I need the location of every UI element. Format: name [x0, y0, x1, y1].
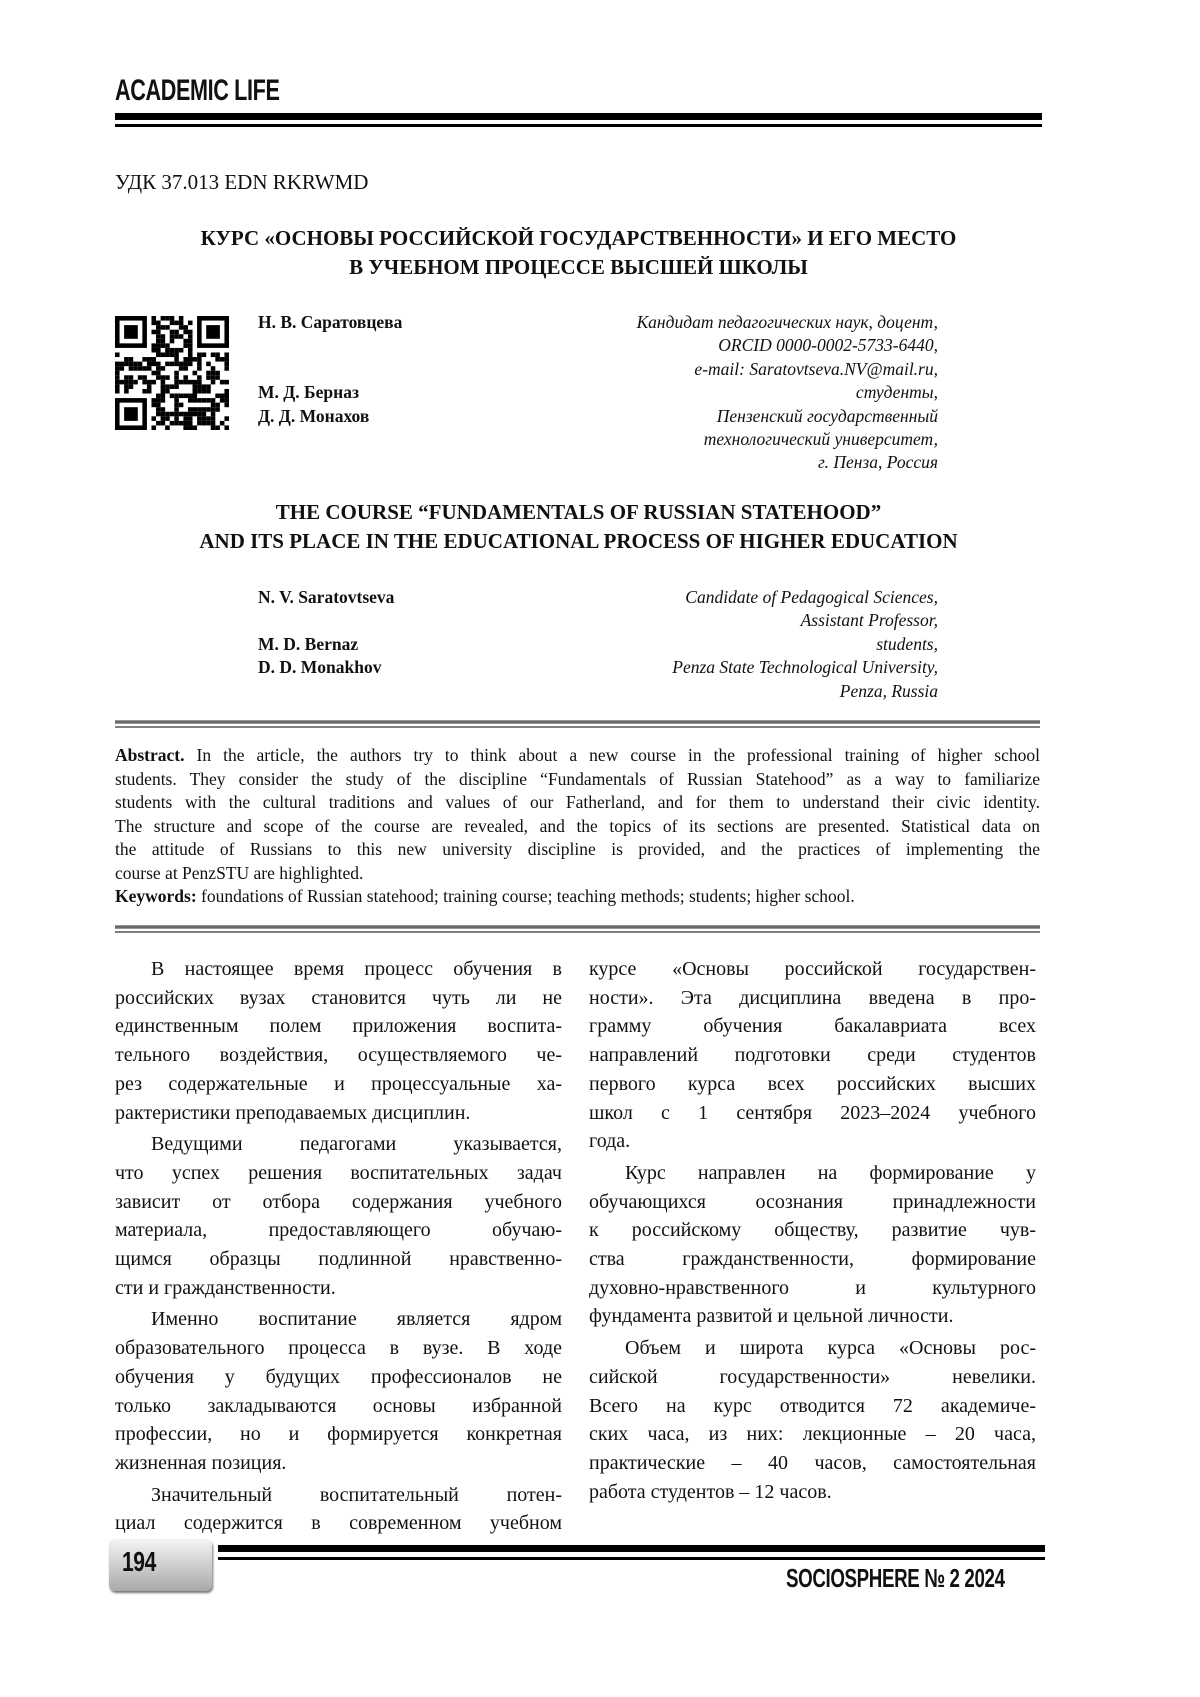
body-line: что успех решения воспитательных задач	[115, 1159, 562, 1188]
abstract-rule-bottom	[115, 925, 1040, 929]
paragraph	[589, 955, 1036, 1156]
journal-issue: SOCIOSPHERE № 2 2024	[786, 1563, 1005, 1594]
author-row	[258, 656, 938, 679]
author-affiliation: г. Пенза, Россия	[818, 451, 938, 474]
body-column-left	[115, 955, 562, 1541]
author-affiliation: Assistant Professor,	[801, 609, 938, 632]
body-line: года.	[589, 1127, 1036, 1156]
paragraph	[115, 1481, 562, 1538]
body-line: к российскому обществу, развитие чув-	[589, 1216, 1036, 1245]
body-line: единственным полем приложения воспита-	[115, 1012, 562, 1041]
body-line: ности». Эта дисциплина введена в про-	[589, 984, 1036, 1013]
body-line: сти и гражданственности.	[115, 1274, 562, 1303]
author-affiliation: students,	[876, 633, 938, 656]
title-en-line: THE COURSE “FUNDAMENTALS OF RUSSIAN STATEHOOD”	[115, 498, 1042, 527]
author-name: Д. Д. Монахов	[258, 405, 369, 428]
author-name: D. D. Monakhov	[258, 656, 382, 679]
body-line: образовательного процесса в вузе. В ходе	[115, 1334, 562, 1363]
keywords-label: Keywords:	[115, 886, 197, 906]
body-line: Ведущими педагогами указывается,	[115, 1130, 562, 1159]
abstract-line: course at PenzSTU are highlighted.	[115, 862, 1040, 886]
author-name: М. Д. Берназ	[258, 381, 359, 404]
paragraph	[115, 1305, 562, 1477]
body-line: материала, предоставляющего обучаю-	[115, 1216, 562, 1245]
body-line: щимся образцы подлинной нравственно-	[115, 1245, 562, 1274]
author-affiliation: Кандидат педагогических наук, доцент,	[637, 311, 938, 334]
abstract	[115, 744, 1040, 909]
paragraph	[115, 955, 562, 1127]
author-affiliation: Candidate of Pedagogical Sciences,	[685, 586, 938, 609]
abstract-text: In the article, the authors try to think about a new course in the professional training of higher school	[185, 745, 1041, 765]
author-name: M. D. Bernaz	[258, 633, 358, 656]
body-line: Всего на курс отводится 72 академиче-	[589, 1392, 1036, 1421]
author-affiliation: Penza, Russia	[840, 680, 938, 703]
title-ru	[115, 224, 1042, 282]
author-row	[258, 633, 938, 656]
author-row	[258, 311, 938, 334]
body-line: Именно воспитание является ядром	[115, 1305, 562, 1334]
body-line: профессии, но и формируется конкретная	[115, 1420, 562, 1449]
author-name: Н. В. Саратовцева	[258, 311, 402, 334]
author-affiliation: e-mail: Saratovtseva.NV@mail.ru,	[694, 358, 938, 381]
author-row	[258, 381, 938, 404]
author-row	[258, 586, 938, 609]
footer-rule-thick	[218, 1545, 1045, 1552]
body-line: грамму обучения бакалавриата всех	[589, 1012, 1036, 1041]
abstract-line	[115, 744, 1040, 768]
author-row	[258, 405, 938, 428]
footer-rule-thin	[218, 1557, 1045, 1560]
author-affiliation: студенты,	[856, 381, 938, 404]
qr-code-icon	[115, 316, 229, 430]
body-line: фундамента развитой и цельной личности.	[589, 1302, 1036, 1331]
body-line: практические – 40 часов, самостоятельная	[589, 1449, 1036, 1478]
body-line: рактеристики преподаваемых дисциплин.	[115, 1099, 562, 1128]
abstract-label: Abstract.	[115, 745, 185, 765]
section-label: ACADEMIC LIFE	[115, 74, 280, 108]
body-line: тельного воздействия, осуществляемого че-	[115, 1041, 562, 1070]
body-line: курсе «Основы российской государствен-	[589, 955, 1036, 984]
body-line: обучающихся осознания принадлежности	[589, 1188, 1036, 1217]
header-rule-thick	[115, 113, 1042, 120]
paragraph	[589, 1334, 1036, 1506]
author-name: N. V. Saratovtseva	[258, 586, 394, 609]
abstract-line: students. They consider the study of the discipline “Fundamentals of Russian Statehood” as a way to familiarize	[115, 768, 1040, 792]
paragraph	[589, 1159, 1036, 1331]
body-line: ских часа, из них: лекционные – 20 часа,	[589, 1420, 1036, 1449]
author-affiliation: Penza State Technological University,	[672, 656, 938, 679]
body-line: рез содержательные и процессуальные ха-	[115, 1070, 562, 1099]
body-line: Курс направлен на формирование у	[589, 1159, 1036, 1188]
page-number: 194	[122, 1546, 156, 1578]
paragraph	[115, 1130, 562, 1302]
keywords	[115, 885, 1040, 909]
author-row	[258, 680, 938, 703]
body-line: жизненная позиция.	[115, 1449, 562, 1478]
body-line: школ с 1 сентября 2023–2024 учебного	[589, 1099, 1036, 1128]
header-rule-thin	[115, 124, 1042, 127]
author-affiliation: Пензенский государственный	[717, 405, 938, 428]
body-line: работа студентов – 12 часов.	[589, 1478, 1036, 1507]
author-affiliation: технологический университет,	[704, 428, 938, 451]
abstract-line: The structure and scope of the course are revealed, and the topics of its sections are presented. Statistical data on	[115, 815, 1040, 839]
author-row	[258, 358, 938, 381]
abstract-line: the attitude of Russians to this new university discipline is provided, and the practices of implementing the	[115, 838, 1040, 862]
body-line: духовно-нравственного и культурного	[589, 1274, 1036, 1303]
author-row	[258, 451, 938, 474]
body-line: обучения у будущих профессионалов не	[115, 1363, 562, 1392]
keywords-text: foundations of Russian statehood; training course; teaching methods; students; higher school.	[197, 886, 855, 906]
body-line: российских вузах становится чуть ли не	[115, 984, 562, 1013]
body-column-right	[589, 955, 1036, 1509]
abstract-rule-bottom-2	[115, 931, 1040, 933]
body-line: направлений подготовки среди студентов	[589, 1041, 1036, 1070]
body-line: ства гражданственности, формирование	[589, 1245, 1036, 1274]
body-line: первого курса всех российских высших	[589, 1070, 1036, 1099]
title-ru-line: КУРС «ОСНОВЫ РОССИЙСКОЙ ГОСУДАРСТВЕННОСТИ» И ЕГО МЕСТО	[115, 224, 1042, 253]
body-line: сийской государственности» невелики.	[589, 1363, 1036, 1392]
authors-en	[258, 586, 938, 703]
body-line: Объем и широта курса «Основы рос-	[589, 1334, 1036, 1363]
author-row	[258, 334, 938, 357]
abstract-rule-top-2	[115, 726, 1040, 728]
body-line: В настоящее время процесс обучения в	[115, 955, 562, 984]
abstract-line: students with the cultural traditions and values of our Fatherland, and for them to understand their civic identity.	[115, 791, 1040, 815]
body-line: циал содержится в современном учебном	[115, 1509, 562, 1538]
abstract-rule-top	[115, 720, 1040, 724]
title-ru-line: В УЧЕБНОМ ПРОЦЕССЕ ВЫСШЕЙ ШКОЛЫ	[115, 253, 1042, 282]
title-en-line: AND ITS PLACE IN THE EDUCATIONAL PROCESS OF HIGHER EDUCATION	[115, 527, 1042, 556]
body-line: Значительный воспитательный потен-	[115, 1481, 562, 1510]
body-line: зависит от отбора содержания учебного	[115, 1188, 562, 1217]
authors-ru	[258, 311, 938, 475]
author-row	[258, 609, 938, 632]
title-en	[115, 498, 1042, 556]
author-affiliation: ORCID 0000-0002-5733-6440,	[718, 334, 938, 357]
author-row	[258, 428, 938, 451]
body-line: только закладываются основы избранной	[115, 1392, 562, 1421]
udk-edn: УДК 37.013 EDN RKRWMD	[115, 170, 368, 195]
